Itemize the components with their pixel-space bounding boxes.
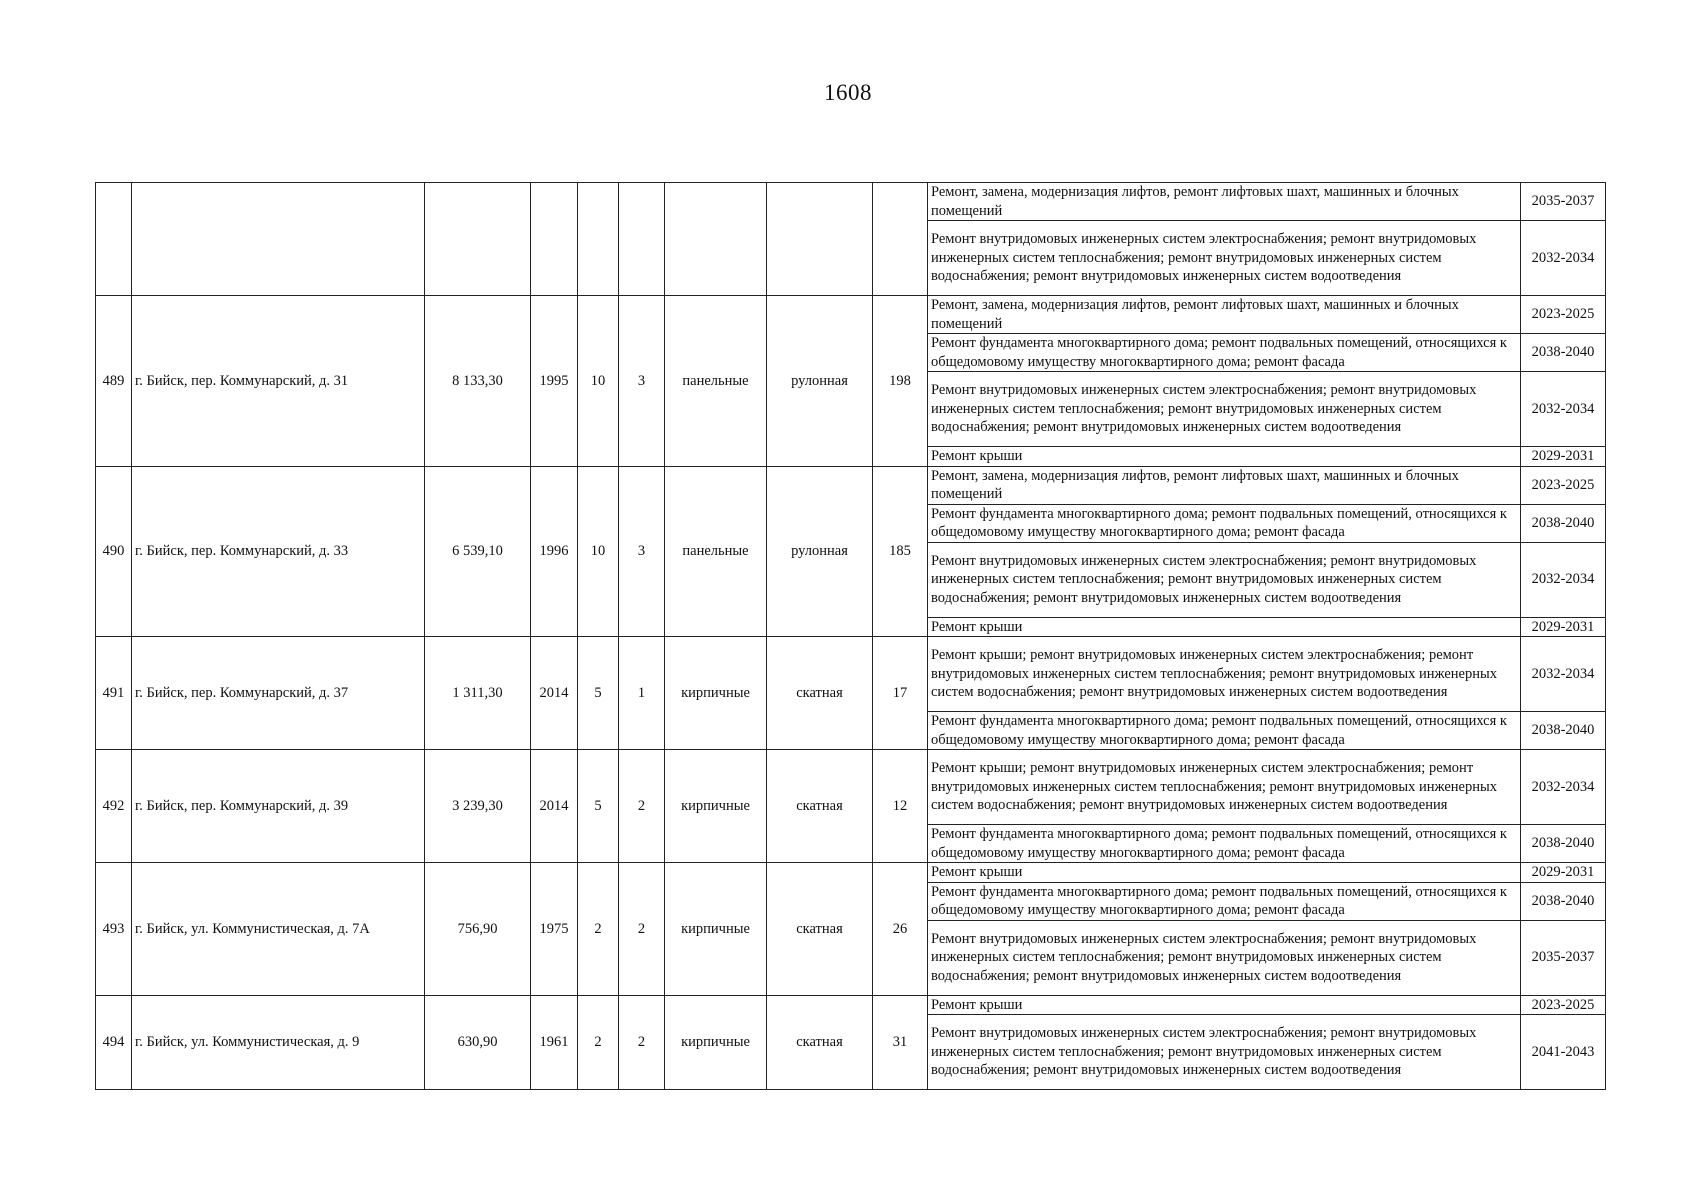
work-period: 2038-2040	[1521, 882, 1606, 920]
house-address: г. Бийск, пер. Коммунарский, д. 33	[132, 466, 425, 637]
work-description: Ремонт крыши	[928, 447, 1521, 467]
entrance-count: 1	[619, 637, 665, 750]
entrance-count: 2	[619, 750, 665, 863]
house-address: г. Бийск, ул. Коммунистическая, д. 7А	[132, 863, 425, 996]
table-row	[96, 995, 1606, 1015]
work-description: Ремонт фундамента многоквартирного дома; ремонт подвальных помещений, относящихся к общедомовому имуществу многоквартирного дома; ремонт фасада	[928, 712, 1521, 750]
work-period: 2032-2034	[1521, 372, 1606, 447]
roof-type: скатная	[767, 750, 873, 863]
table-row	[96, 466, 1606, 504]
row-number: 489	[96, 296, 132, 467]
work-period: 2038-2040	[1521, 712, 1606, 750]
work-description: Ремонт крыши; ремонт внутридомовых инженерных систем электроснабжения; ремонт внутридомовых инженерных систем теплоснабжения; ремонт внутридомовых инженерных систем водоснабжения; ремонт внутридомовых инженерных систем водоотведения	[928, 750, 1521, 825]
row-number: 490	[96, 466, 132, 637]
resident-count: 17	[873, 637, 928, 750]
row-number: 493	[96, 863, 132, 996]
row-number: 492	[96, 750, 132, 863]
row-number: 491	[96, 637, 132, 750]
entrance-count: 3	[619, 466, 665, 637]
table-row	[96, 183, 1606, 221]
work-description: Ремонт крыши; ремонт внутридомовых инженерных систем электроснабжения; ремонт внутридомовых инженерных систем теплоснабжения; ремонт внутридомовых инженерных систем водоснабжения; ремонт внутридомовых инженерных систем водоотведения	[928, 637, 1521, 712]
resident-count	[873, 183, 928, 296]
floor-count: 2	[578, 863, 619, 996]
house-address: г. Бийск, ул. Коммунистическая, д. 9	[132, 995, 425, 1090]
house-address: г. Бийск, пер. Коммунарский, д. 31	[132, 296, 425, 467]
work-description: Ремонт внутридомовых инженерных систем электроснабжения; ремонт внутридомовых инженерных систем теплоснабжения; ремонт внутридомовых инженерных систем водоснабжения; ремонт внутридомовых инженерных систем водоотведения	[928, 1015, 1521, 1090]
work-period: 2038-2040	[1521, 825, 1606, 863]
roof-type: скатная	[767, 637, 873, 750]
wall-material: панельные	[665, 296, 767, 467]
work-period: 2035-2037	[1521, 920, 1606, 995]
roof-type: скатная	[767, 995, 873, 1090]
table-row	[96, 863, 1606, 883]
work-period: 2023-2025	[1521, 995, 1606, 1015]
wall-material: кирпичные	[665, 995, 767, 1090]
entrance-count: 2	[619, 863, 665, 996]
work-description: Ремонт внутридомовых инженерных систем электроснабжения; ремонт внутридомовых инженерных систем теплоснабжения; ремонт внутридомовых инженерных систем водоснабжения; ремонт внутридомовых инженерных систем водоотведения	[928, 920, 1521, 995]
work-period: 2032-2034	[1521, 542, 1606, 617]
work-description: Ремонт крыши	[928, 617, 1521, 637]
resident-count: 31	[873, 995, 928, 1090]
build-year: 1975	[531, 863, 578, 996]
build-year: 1961	[531, 995, 578, 1090]
work-description: Ремонт, замена, модернизация лифтов, ремонт лифтовых шахт, машинных и блочных помещений	[928, 183, 1521, 221]
house-area: 1 311,30	[425, 637, 531, 750]
entrance-count: 3	[619, 296, 665, 467]
roof-type: рулонная	[767, 296, 873, 467]
resident-count: 198	[873, 296, 928, 467]
house-area: 6 539,10	[425, 466, 531, 637]
floor-count	[578, 183, 619, 296]
floor-count: 10	[578, 466, 619, 637]
work-description: Ремонт крыши	[928, 995, 1521, 1015]
wall-material: кирпичные	[665, 637, 767, 750]
work-description: Ремонт фундамента многоквартирного дома; ремонт подвальных помещений, относящихся к общедомовому имуществу многоквартирного дома; ремонт фасада	[928, 504, 1521, 542]
work-description: Ремонт фундамента многоквартирного дома; ремонт подвальных помещений, относящихся к общедомовому имуществу многоквартирного дома; ремонт фасада	[928, 825, 1521, 863]
house-area: 8 133,30	[425, 296, 531, 467]
floor-count: 10	[578, 296, 619, 467]
work-period: 2029-2031	[1521, 617, 1606, 637]
work-period: 2029-2031	[1521, 447, 1606, 467]
house-area: 630,90	[425, 995, 531, 1090]
work-period: 2029-2031	[1521, 863, 1606, 883]
resident-count: 185	[873, 466, 928, 637]
page-number: 1608	[824, 80, 872, 105]
wall-material: панельные	[665, 466, 767, 637]
floor-count: 5	[578, 750, 619, 863]
house-area: 756,90	[425, 863, 531, 996]
row-number	[96, 183, 132, 296]
work-period: 2038-2040	[1521, 334, 1606, 372]
work-period: 2035-2037	[1521, 183, 1606, 221]
resident-count: 26	[873, 863, 928, 996]
work-period: 2032-2034	[1521, 221, 1606, 296]
row-number: 494	[96, 995, 132, 1090]
build-year: 2014	[531, 637, 578, 750]
build-year: 1995	[531, 296, 578, 467]
wall-material: кирпичные	[665, 863, 767, 996]
wall-material	[665, 183, 767, 296]
work-description: Ремонт внутридомовых инженерных систем электроснабжения; ремонт внутридомовых инженерных систем теплоснабжения; ремонт внутридомовых инженерных систем водоснабжения; ремонт внутридомовых инженерных систем водоотведения	[928, 221, 1521, 296]
entrance-count	[619, 183, 665, 296]
work-period: 2041-2043	[1521, 1015, 1606, 1090]
table-row	[96, 637, 1606, 712]
work-description: Ремонт фундамента многоквартирного дома; ремонт подвальных помещений, относящихся к общедомовому имуществу многоквартирного дома; ремонт фасада	[928, 334, 1521, 372]
work-description: Ремонт крыши	[928, 863, 1521, 883]
work-description: Ремонт, замена, модернизация лифтов, ремонт лифтовых шахт, машинных и блочных помещений	[928, 296, 1521, 334]
housing-register-table	[95, 182, 1606, 1090]
work-period: 2038-2040	[1521, 504, 1606, 542]
build-year: 2014	[531, 750, 578, 863]
house-address: г. Бийск, пер. Коммунарский, д. 37	[132, 637, 425, 750]
resident-count: 12	[873, 750, 928, 863]
work-description: Ремонт, замена, модернизация лифтов, ремонт лифтовых шахт, машинных и блочных помещений	[928, 466, 1521, 504]
table-row	[96, 750, 1606, 825]
entrance-count: 2	[619, 995, 665, 1090]
register-body	[96, 183, 1606, 1090]
wall-material: кирпичные	[665, 750, 767, 863]
work-period: 2032-2034	[1521, 637, 1606, 712]
floor-count: 2	[578, 995, 619, 1090]
house-address: г. Бийск, пер. Коммунарский, д. 39	[132, 750, 425, 863]
build-year	[531, 183, 578, 296]
house-address	[132, 183, 425, 296]
build-year: 1996	[531, 466, 578, 637]
house-area	[425, 183, 531, 296]
roof-type	[767, 183, 873, 296]
work-period: 2023-2025	[1521, 466, 1606, 504]
table-row	[96, 296, 1606, 334]
work-period: 2023-2025	[1521, 296, 1606, 334]
work-period: 2032-2034	[1521, 750, 1606, 825]
house-area: 3 239,30	[425, 750, 531, 863]
roof-type: скатная	[767, 863, 873, 996]
work-description: Ремонт фундамента многоквартирного дома; ремонт подвальных помещений, относящихся к общедомовому имуществу многоквартирного дома; ремонт фасада	[928, 882, 1521, 920]
floor-count: 5	[578, 637, 619, 750]
work-description: Ремонт внутридомовых инженерных систем электроснабжения; ремонт внутридомовых инженерных систем теплоснабжения; ремонт внутридомовых инженерных систем водоснабжения; ремонт внутридомовых инженерных систем водоотведения	[928, 372, 1521, 447]
work-description: Ремонт внутридомовых инженерных систем электроснабжения; ремонт внутридомовых инженерных систем теплоснабжения; ремонт внутридомовых инженерных систем водоснабжения; ремонт внутридомовых инженерных систем водоотведения	[928, 542, 1521, 617]
roof-type: рулонная	[767, 466, 873, 637]
